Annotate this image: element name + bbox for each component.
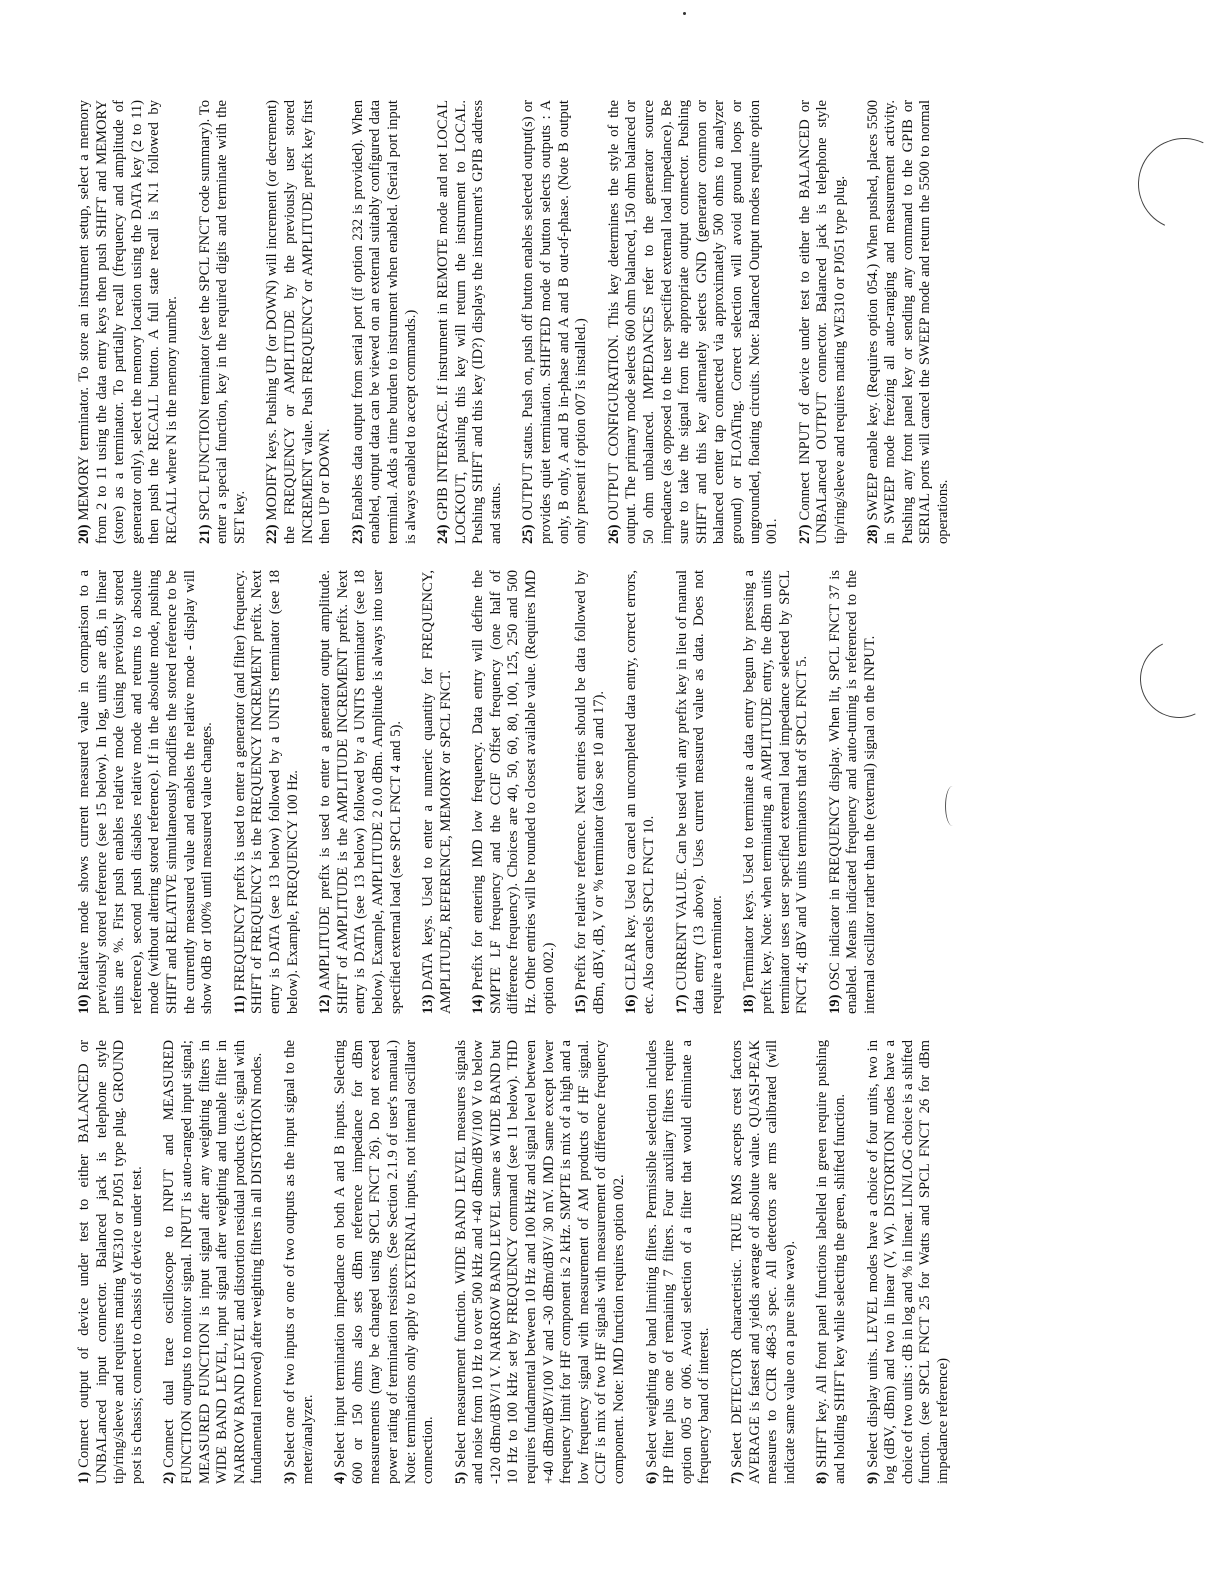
paragraph-number: 8) [814,1471,831,1484]
paragraph-number: 20) [76,524,92,544]
paragraph-number: 23) [349,524,366,544]
scan-speck [683,12,686,15]
paragraph-text: Terminator keys. Used to terminate a data entry begun by pressing a prefix key. Note: when terminating an AMPLITUDE entry, the dBm units terminator uses user specified external load impedance selected by SPCL FNCT 4; dBV and V units terminators that of SPCL FNCT 5. [741,570,811,1014]
paragraph-text: OUTPUT status. Push on, push off button enables selected output(s) or provides quiet termination. SHIFTED mode of button selects outputs : A only, B only, A and B in-phase and A and B out-of-phase. (Note B output only present if option 007 is installed.) [520,100,590,544]
paragraph-number: 18) [741,994,758,1014]
paragraph-number: 27) [796,524,813,544]
paragraph-text: Select weighting or band limiting filters. Permissible selection includes HP filter plus one of remaining 7 filters. Four auxiliary filters require option 005 or 006. Avoid selection of a filter that would eliminate a frequency band of interest. [643,1040,713,1484]
paragraph-text: Select display units. LEVEL modes have a choice of four units, two in log (dBV, dBm) and two in linear (V, W). DISTORTION modes have a choice of two units : dB in log and % in linear. LIN/LOG choice is a shifted function. (see SPCL FNCT 25 for Watts and SPCL FNCT 26 for dBm impedance reference) [864,1040,951,1484]
numbered-paragraph [797,100,850,544]
numbered-paragraph [623,570,658,1014]
numbered-paragraph [827,570,880,1014]
paragraph-text: Select one of two inputs or one of two outputs as the input signal to the meter/analyzer. [281,1040,316,1484]
paragraph-text: DATA keys. Used to enter a numeric quantity for FREQUENCY, AMPLITUDE, REFERENCE, MEMORY or SPCL FNCT. [420,570,454,1014]
paragraph-text: CURRENT VALUE. Can be used with any prefix key in lieu of manual data entry (13 above). Uses current measured value as data. Does not require a terminator. [673,570,725,1014]
paragraph-number: 26) [605,524,622,544]
paragraph-number: 24) [435,524,452,544]
text-column-3 [76,100,1108,544]
paragraph-text: SPCL FUNCTION terminator (see the SPCL FNCT code summary). To enter a special function, key in the required digits and terminate with the SET key. [196,100,248,544]
paragraph-text: AMPLITUDE prefix is used to enter a generator output amplitude. SHIFT of AMPLITUDE is the AMPLITUDE INCREMENT prefix. Next entry is DATA (see 13 below) followed by a UNITS terminator (see 18 below). Example, AMPLITUDE 2 0.0 dBm. Amplitude is always into user specified external load (see SPCL FNCT 4 and 5). [317,570,404,1014]
paragraph-number: 9) [864,1471,881,1484]
numbered-paragraph [420,570,455,1014]
numbered-paragraph [520,100,590,544]
binder-hole-mark [1129,629,1224,729]
numbered-paragraph [317,570,405,1014]
paragraph-number: 19) [826,994,843,1014]
paragraph-number: 12) [317,994,334,1014]
paragraph-text: Prefix for entering IMD low frequency. Data entry will define the SMPTE LF frequency and the CCIF Offset frequency (one half of difference frequency). Choices are 40, 50, 60, 80, 100, 125, 250 and 500 Hz. Other entries will be rounded to closest available value. (Requires IMD option 002.) [470,570,557,1014]
numbered-paragraph [865,100,953,544]
paragraph-text: Enables data output from serial port (if option 232 is provided). When enabled, output data can be viewed on an external suitably configured data terminal. Adds a time burden to instrument when enabled. (Serial port input is always enabled to accept commands.) [349,100,419,544]
paragraph-text: Select measurement function. WIDE BAND LEVEL measures signals and noise from 10 Hz to over 500 kHz and +40 dBm/dBV/100 V to below -120 dBm/dBV/1 V. NARROW BAND LEVEL same as WIDE BAND but 10 Hz to 100 kHz set by FREQUENCY command (see 11 below). THD requires fundamental between 10 Hz and 100 kHz and signal level between +40 dBm/dBV/100 V and -30 dBm/dBV/ 30 mV. IMD same except lower frequency limit for HF component is 2 kHz. SMPTE is mix of a high and a low frequency signal with measurement of AM products of HF signal. CCIF is mix of two HF signals with measurement of difference frequency component. Note: IMD function requires option 002. [452,1040,628,1484]
paragraph-text: SWEEP enable key. (Requires option 054.) When pushed, places 5500 in SWEEP mode freezing all auto-ranging and measurement activity. Pushing any front panel key or sending any command to the GPIB or SERIAL ports will cancel the SWEEP mode and return the 5500 to normal operations. [864,100,951,544]
numbered-paragraph [606,100,782,544]
numbered-paragraph [350,100,420,544]
paragraph-number: 11) [231,995,248,1014]
text-column-2 [76,570,1108,1014]
paragraph-text: Connect output of device under test to either BALANCED or UNBALanced input connector. Balanced jack is telephone style tip/ring/sleeve and requires mating WE310 or PJ051 type plug. GROUND post is chassis; connect to chassis of device under test. [76,1040,145,1484]
numbered-paragraph [161,1040,267,1484]
numbered-paragraph [741,570,811,1014]
paragraph-number: 6) [643,1471,660,1484]
paragraph-number: 10) [76,994,92,1014]
paragraph-text: Relative mode shows current measured value in comparison to a previously stored reference (see 15 below). In log, units are dB, in linear units are %. First push enables relative mode (using previously stored reference), second push disables relative mode and returns to absolute mode (without altering stored reference). If in the absolute mode, pushing SHIFT and RELATIVE simultaneously modifies the stored reference to be the currently measured value and enables the relative mode - display will show 0dB or 100% until measured value changes. [76,570,216,1014]
paragraph-number: 16) [623,994,640,1014]
paragraph-number: 13) [420,994,437,1014]
paragraph-number: 4) [332,1471,349,1484]
paragraph-number: 3) [281,1471,298,1484]
numbered-paragraph [470,570,558,1014]
numbered-paragraph [573,570,608,1014]
numbered-paragraph [453,1040,629,1484]
numbered-paragraph [865,1040,953,1484]
numbered-paragraph [814,1040,849,1484]
numbered-paragraph [729,1040,799,1484]
paragraph-number: 21) [196,524,213,544]
numbered-paragraph [76,1040,146,1484]
numbered-paragraph [232,570,302,1014]
paragraph-text: Select DETECTOR characteristic. TRUE RMS accepts crest factors AVERAGE is fastest and yields average of absolute value. QUASI-PEAK measures to CCIR 468-3 spec. All detectors are rms calibrated (will indicate same value on a pure sine wave). [729,1040,798,1484]
paragraph-text: Select input termination impedance on both A and B inputs. Selecting 600 or 150 ohms also sets dBm reference impedance for dBm measurements (may be changed using SPCL FNCT 26). Do not exceed power rating of termination resistors. (See Section 2.1.9 of user's manual.) Note: terminations only apply to EXTERNAL inputs, not internal oscillator connection. [332,1040,437,1484]
numbered-paragraph [282,1040,317,1484]
paragraph-text: Connect INPUT of device under test to either the BALANCED or UNBALanced OUTPUT connector. Balanced jack is telephone style tip/ring/sleeve and requires mating WE310 or PJ051 type plug. [796,100,848,544]
paragraph-text: Prefix for relative reference. Next entries should be data followed by dBm, dBV, dB, V or % terminator (also see 10 and 17). [573,570,607,1014]
paragraph-text: SHIFT key. All front panel functions labelled in green require pushing and holding SHIFT key while selecting the green, shifted function. [814,1040,848,1484]
numbered-paragraph [76,570,217,1014]
paragraph-number: 25) [520,524,537,544]
numbered-paragraph [76,100,182,544]
paragraph-text: MEMORY terminator. To store an instrument setup, select a memory from 2 to 11 using the data entry keys then push SHIFT and MEMORY (store) as a terminator. To partially recall (frequency and amplitude of generator only), select the memory location using the DATA key (2 to 11) then push the RECALL button. A full state recall is N.1 followed by RECALL where N is the memory number. [76,100,180,544]
paragraph-number: 28) [864,524,881,544]
paragraph-text: GPIB INTERFACE. If instrument in REMOTE mode and not LOCAL LOCKOUT, pushing this key will return the instrument to LOCAL. Pushing SHIFT and this key (ID?) displays the instrument's GPIB address and status. [435,100,504,544]
paragraph-number: 7) [729,1471,745,1484]
numbered-paragraph [264,100,334,544]
paragraph-number: 15) [573,994,590,1014]
paragraph-number: 17) [673,994,690,1014]
numbered-paragraph [197,100,250,544]
numbered-paragraph [674,570,727,1014]
text-column-1 [76,1040,1108,1484]
paragraph-text: FREQUENCY prefix is used to enter a generator (and filter) frequency. SHIFT of FREQUENCY is the FREQUENCY INCREMENT prefix. Next entry is DATA (see 13 below) followed by a UNITS terminator (see 18 below). Example, FREQUENCY 100 Hz. [231,570,301,1014]
binder-hole-mark [1125,125,1224,243]
paragraph-number: 2) [161,1471,178,1484]
paragraph-number: 5) [452,1471,469,1484]
paragraph-text: OUTPUT CONFIGURATION. This key determines the style of the output. The primary mode selects 600 ohm balanced, 150 ohm balanced or 50 ohm unbalanced. IMPEDANCES refer to the generator source impedance (as opposed to the user specified external load impedance). Be sure to take the signal from the appropriate output connector. Pushing SHIFT and this key alternately selects GND (generator common or balanced center tap connected via approximately 500 ohms to analyzer ground) or FLOATing. Correct selection will avoid ground loops or ungrounded, floating circuits. Note: Balanced Output modes require option 001. [605,100,781,544]
numbered-paragraph [644,1040,714,1484]
paragraph-text: MODIFY keys. Pushing UP (or DOWN) will increment (or decrement) the FREQUENCY or AMPLITUDE by the previously user stored INCREMENT value. Push FREQUENCY or AMPLITUDE prefix key first then UP or DOWN. [264,100,334,544]
paragraph-text: CLEAR key. Used to cancel an uncompleted data entry, correct errors, etc. Also cancels SPCL FNCT 10. [623,570,658,1014]
paragraph-number: 14) [470,994,487,1014]
paragraph-number: 1) [76,1471,92,1484]
numbered-paragraph [435,100,505,544]
paragraph-text: Connect dual trace oscilloscope to INPUT and MEASURED FUNCTION outputs to monitor signal. INPUT is auto-ranged input signal; MEASURED FUNCTION is input signal after any weighting filters in WIDE BAND LEVEL, input signal after weighting and tunable filter in NARROW BAND LEVEL and distortion residual products (i.e. signal with fundamental removed) after weighting filters in all DISTORTION modes. [161,1040,266,1484]
paragraph-number: 22) [264,524,281,544]
rotated-text-block [58,72,1108,1512]
numbered-paragraph [332,1040,438,1484]
paragraph-text: OSC indicator in FREQUENCY display. When lit, SPCL FNCT 37 is enabled. Means indicated frequency and auto-tuning is referenced to the internal oscillator rather than the (external) signal on the INPUT. [826,570,878,1014]
